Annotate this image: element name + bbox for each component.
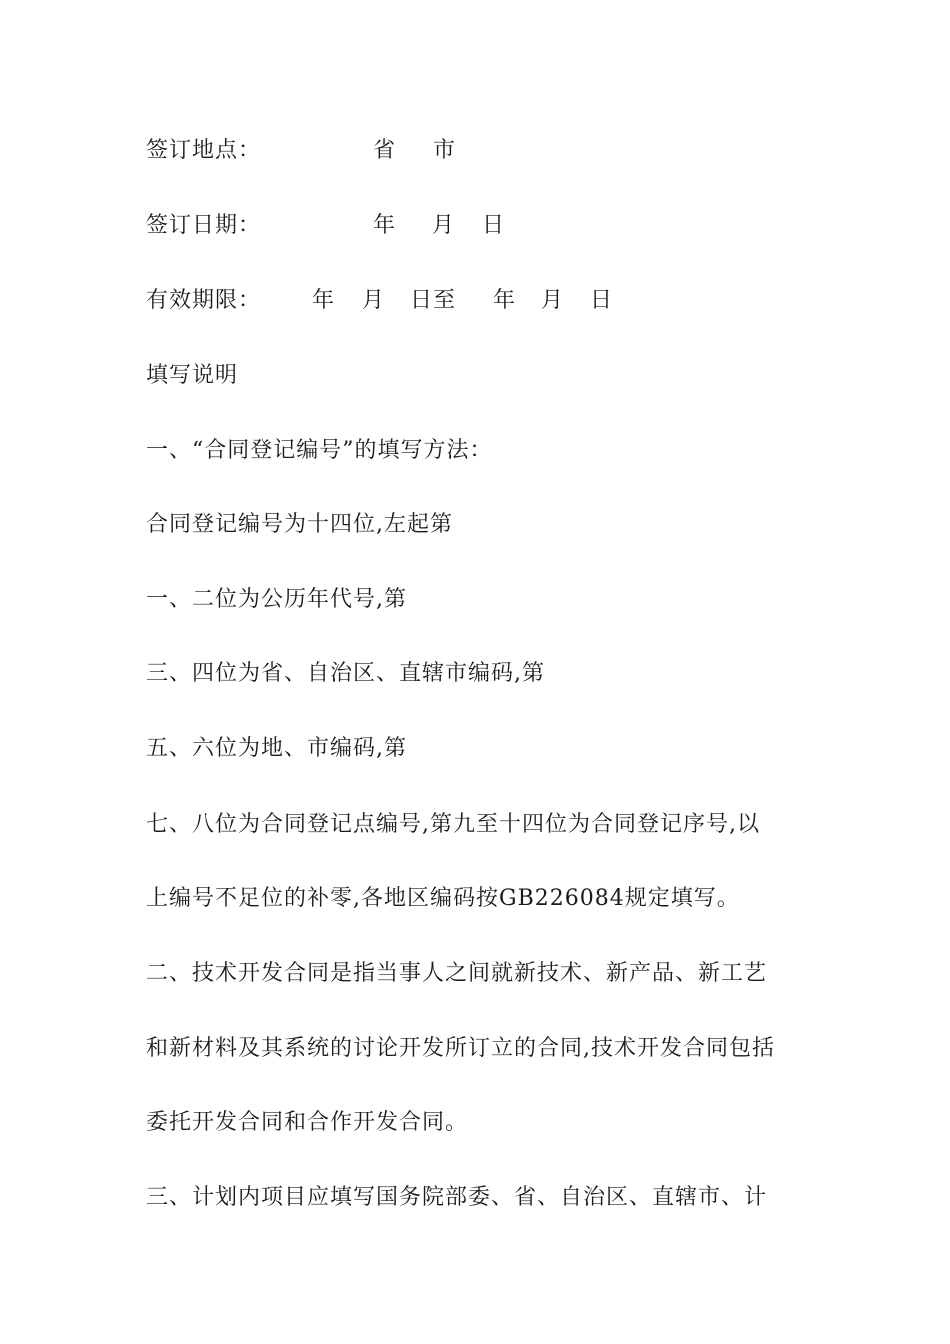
- instruction-line: 三、四位为省、自治区、直辖市编码,第: [146, 661, 545, 686]
- instruction-line: 三、计划内项目应填写国务院部委、省、自治区、直辖市、计: [146, 1185, 768, 1210]
- instruction-line: 一、二位为公历年代号,第: [146, 587, 407, 612]
- instruction-line: 合同登记编号为十四位,左起第: [146, 512, 453, 537]
- instruction-line: 七、八位为合同登记点编号,第九至十四位为合同登记序号,以: [146, 812, 760, 837]
- sign-date-year: 年: [373, 213, 397, 238]
- instruction-line: 一、“合同登记编号”的填写方法：: [146, 438, 493, 463]
- instruction-line: 五、六位为地、市编码,第: [146, 736, 407, 761]
- validity-label: 有效期限：: [146, 288, 262, 313]
- sign-place-city: 市: [433, 138, 457, 163]
- sign-place-province: 省: [373, 138, 397, 163]
- instruction-line: 委托开发合同和合作开发合同。: [146, 1110, 469, 1135]
- instruction-line: 二、技术开发合同是指当事人之间就新技术、新产品、新工艺: [146, 961, 768, 986]
- validity-end-month: 月: [541, 288, 565, 313]
- instruction-line: 和新材料及其系统的讨论开发所订立的合同,技术开发合同包括: [146, 1036, 775, 1061]
- validity-start-month: 月: [362, 288, 386, 313]
- validity-start-day-to: 日至: [410, 288, 457, 313]
- instruction-line: 上编号不足位的补零,各地区编码按GB226084规定填写。: [146, 886, 740, 911]
- sign-date-label: 签订日期：: [146, 213, 262, 238]
- instructions-heading: 填写说明: [146, 363, 239, 388]
- validity-end-year: 年: [493, 288, 517, 313]
- sign-date-day: 日: [482, 213, 506, 238]
- sign-date-month: 月: [432, 213, 456, 238]
- sign-place-label: 签订地点：: [146, 138, 262, 163]
- validity-end-day: 日: [590, 288, 614, 313]
- validity-start-year: 年: [312, 288, 336, 313]
